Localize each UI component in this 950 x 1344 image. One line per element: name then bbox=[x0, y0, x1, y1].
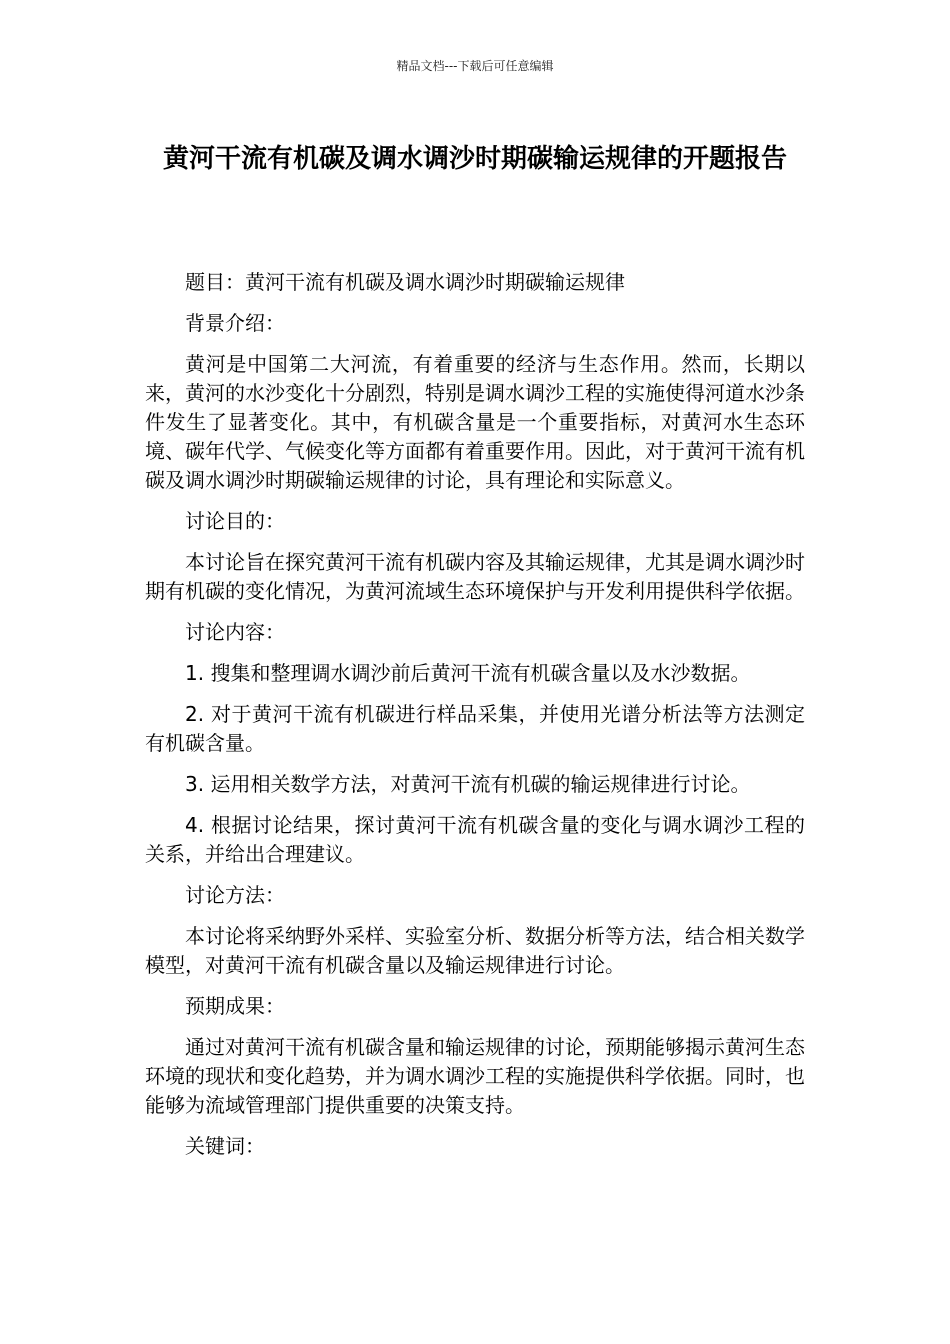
page-header: 精品文档---下载后可任意编辑 bbox=[396, 59, 554, 73]
section-heading-content: 讨论内容： bbox=[185, 620, 285, 644]
section-heading-keywords: 关键词： bbox=[185, 1134, 265, 1158]
document-body bbox=[145, 268, 805, 1173]
content-item-2: 2. 对于黄河干流有机碳进行样品采集，并使用光谱分析法等方法测定有机碳含量。 bbox=[145, 702, 805, 755]
section-heading-method: 讨论方法： bbox=[185, 883, 285, 907]
content-item-4: 4. 根据讨论结果，探讨黄河干流有机碳含量的变化与调水调沙工程的关系，并给出合理建议。 bbox=[145, 813, 805, 866]
topic-line: 题目：黄河干流有机碳及调水调沙时期碳输运规律 bbox=[185, 270, 625, 294]
section-heading-background: 背景介绍： bbox=[185, 311, 285, 335]
method-paragraph: 本讨论将采纳野外采样、实验室分析、数据分析等方法，结合相关数学模型，对黄河干流有机碳含量以及输运规律进行讨论。 bbox=[145, 924, 805, 977]
content-item-3: 3. 运用相关数学方法，对黄河干流有机碳的输运规律进行讨论。 bbox=[185, 772, 751, 796]
background-paragraph: 黄河是中国第二大河流，有着重要的经济与生态作用。然而，长期以来，黄河的水沙变化十分剧烈，特别是调水调沙工程的实施使得河道水沙条件发生了显著变化。其中，有机碳含量是一个重要指标，对黄河水生态环境、碳年代学、气候变化等方面都有着重要作用。因此，对于黄河干流有机碳及调水调沙时期碳输运规律的讨论，具有理论和实际意义。 bbox=[145, 352, 805, 492]
document-title: 黄河干流有机碳及调水调沙时期碳输运规律的开题报告 bbox=[162, 144, 787, 174]
section-heading-purpose: 讨论目的： bbox=[185, 509, 285, 533]
results-paragraph: 通过对黄河干流有机碳含量和输运规律的讨论，预期能够揭示黄河生态环境的现状和变化趋势，并为调水调沙工程的实施提供科学依据。同时，也能够为流域管理部门提供重要的决策支持。 bbox=[145, 1035, 805, 1117]
content-item-1: 1. 搜集和整理调水调沙前后黄河干流有机碳含量以及水沙数据。 bbox=[185, 661, 751, 685]
purpose-paragraph: 本讨论旨在探究黄河干流有机碳内容及其输运规律，尤其是调水调沙时期有机碳的变化情况，为黄河流域生态环境保护与开发利用提供科学依据。 bbox=[145, 550, 805, 603]
section-heading-results: 预期成果： bbox=[185, 994, 285, 1018]
